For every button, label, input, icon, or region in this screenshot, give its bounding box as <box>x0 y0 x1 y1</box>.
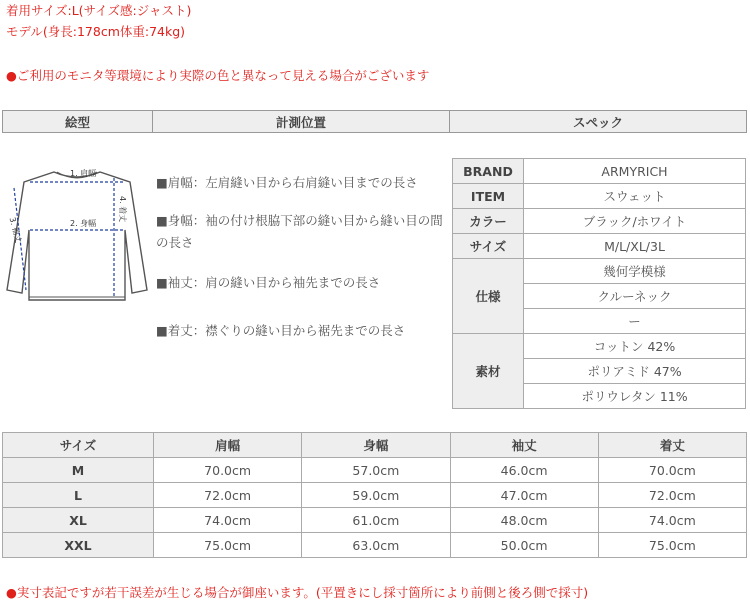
model-size-line: 着用サイズ:L(サイズ感:ジャスト) <box>6 3 192 18</box>
spec-row-brand <box>453 159 746 184</box>
size-cell: 48.0cm <box>450 508 598 533</box>
size-cell: 57.0cm <box>302 458 450 483</box>
size-cell: 70.0cm <box>598 458 746 483</box>
size-cell: 70.0cm <box>154 458 302 483</box>
sweatshirt-icon <box>2 160 152 305</box>
spec-value: クルーネック <box>524 284 746 309</box>
spec-key: 仕様 <box>453 259 524 334</box>
notice-measurement: ●実寸表記ですが若干誤差が生じる場合が御座います。(平置きにし採寸箇所により前側と後ろ側で採寸) <box>6 585 589 600</box>
size-label: XXL <box>3 533 154 558</box>
size-label: XL <box>3 508 154 533</box>
spec-key: 素材 <box>453 334 524 409</box>
size-table <box>2 432 747 558</box>
size-row <box>3 458 747 483</box>
size-cell: 59.0cm <box>302 483 450 508</box>
header-measure: 計測位置 <box>153 111 450 132</box>
spec-key: BRAND <box>453 159 524 184</box>
size-cell: 72.0cm <box>598 483 746 508</box>
size-cell: 50.0cm <box>450 533 598 558</box>
spec-value: コットン 42% <box>524 334 746 359</box>
size-cell: 74.0cm <box>154 508 302 533</box>
spec-row-material <box>453 334 746 359</box>
spec-table <box>452 158 746 409</box>
section-header <box>2 110 747 133</box>
size-cell: 72.0cm <box>154 483 302 508</box>
spec-value: 幾何学模様 <box>524 259 746 284</box>
size-row <box>3 508 747 533</box>
model-body-line: モデル(身長:178cm体重:74kg) <box>6 24 186 39</box>
spec-key: サイズ <box>453 234 524 259</box>
diagram-label-sleeve: 3. 袖丈 <box>7 216 24 244</box>
size-cell: 61.0cm <box>302 508 450 533</box>
diagram-label-length: 4. 着丈 <box>118 196 127 223</box>
size-cell: 47.0cm <box>450 483 598 508</box>
measure-body: ■身幅：袖の付け根脇下部の縫い目から縫い目の間の長さ <box>156 213 443 250</box>
notice-color: ●ご利用のモニタ等環境により実際の色と異なって見える場合がございます <box>6 68 430 83</box>
size-header: サイズ <box>3 433 154 458</box>
measure-sleeve: ■袖丈：肩の縫い目から袖先までの長さ <box>156 275 381 290</box>
header-spec: スペック <box>572 114 623 130</box>
size-header: 肩幅 <box>154 433 302 458</box>
header-illustration: 絵型 <box>3 111 153 132</box>
size-header: 身幅 <box>302 433 450 458</box>
size-cell: 74.0cm <box>598 508 746 533</box>
size-label: M <box>3 458 154 483</box>
spec-value: ブラック/ホワイト <box>524 209 746 234</box>
spec-row-color <box>453 209 746 234</box>
garment-diagram <box>2 160 152 305</box>
diagram-label-body: 2. 身幅 <box>70 219 97 228</box>
size-header-row <box>3 433 747 458</box>
spec-row-size <box>453 234 746 259</box>
size-cell: 75.0cm <box>154 533 302 558</box>
size-header: 袖丈 <box>450 433 598 458</box>
spec-value: ポリウレタン 11% <box>524 384 746 409</box>
size-header: 着丈 <box>598 433 746 458</box>
size-row <box>3 483 747 508</box>
spec-key: ITEM <box>453 184 524 209</box>
size-cell: 46.0cm <box>450 458 598 483</box>
spec-value: ポリアミド 47% <box>524 359 746 384</box>
diagram-label-shoulder: 1. 肩幅 <box>70 169 97 178</box>
spec-value: ARMYRICH <box>524 159 746 184</box>
spec-key: カラー <box>453 209 524 234</box>
spec-value: スウェット <box>524 184 746 209</box>
measure-length: ■着丈：襟ぐりの縫い目から裾先までの長さ <box>156 323 406 338</box>
size-label: L <box>3 483 154 508</box>
size-row <box>3 533 747 558</box>
size-cell: 75.0cm <box>598 533 746 558</box>
spec-row-item <box>453 184 746 209</box>
size-cell: 63.0cm <box>302 533 450 558</box>
spec-value: ー <box>524 309 746 334</box>
measure-shoulder: ■肩幅：左肩縫い目から右肩縫い目までの長さ <box>156 175 418 190</box>
spec-row-detail <box>453 259 746 284</box>
spec-value: M/L/XL/3L <box>524 234 746 259</box>
